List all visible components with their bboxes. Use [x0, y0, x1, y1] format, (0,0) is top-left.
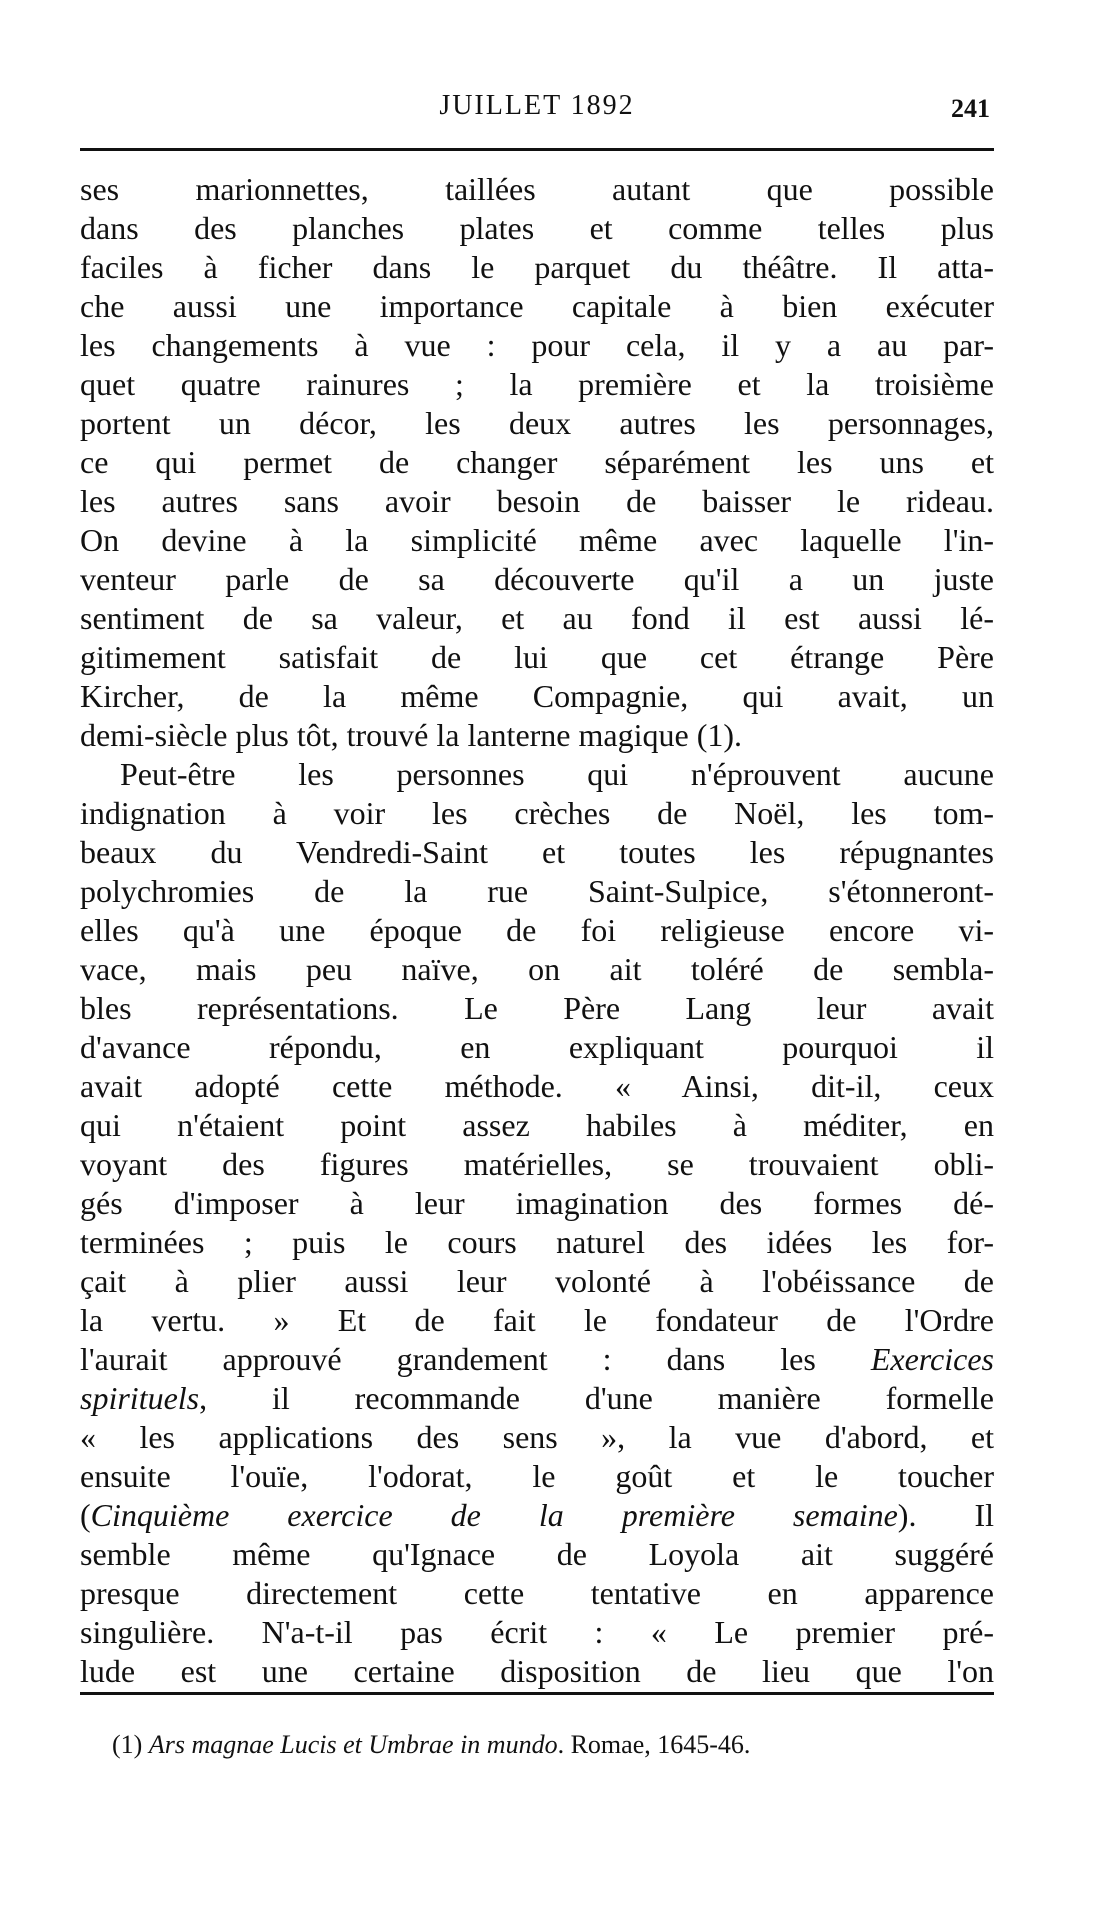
text-line: la vertu. » Et de fait le fondateur de l'Ordre [80, 1302, 994, 1338]
text-line: d'avance répondu, en expliquant pourquoi il [80, 1029, 994, 1065]
text-line: « les applications des sens », la vue d'abord, et [80, 1419, 994, 1455]
text-line: Kircher, de la même Compagnie, qui avait, un [80, 678, 994, 714]
text-line: lude est une certaine disposition de lieu que l'on [80, 1653, 994, 1689]
footnote-rule [80, 1692, 994, 1695]
text-line: portent un décor, les deux autres les personnages, [80, 405, 994, 441]
text-line: demi-siècle plus tôt, trouvé la lanterne magique (1). [80, 717, 742, 753]
text-line: venteur parle de sa découverte qu'il a un juste [80, 561, 994, 597]
text-line: beaux du Vendredi-Saint et toutes les répugnantes [80, 834, 994, 870]
text-line: presque directement cette tentative en apparence [80, 1575, 994, 1611]
page-number: 241 [951, 94, 990, 123]
text-line: On devine à la simplicité même avec laquelle l'in- [80, 522, 994, 558]
text-line: l'aurait approuvé grandement : dans les Exercices [80, 1341, 994, 1377]
text-line: ses marionnettes, taillées autant que possible [80, 171, 994, 207]
text-line: faciles à ficher dans le parquet du théâtre. Il atta- [80, 249, 994, 285]
text-line: ensuite l'ouïe, l'odorat, le goût et le toucher [80, 1458, 994, 1494]
running-title: JUILLET 1892 [439, 90, 635, 121]
text-line: gés d'imposer à leur imagination des formes dé- [80, 1185, 994, 1221]
running-head [80, 88, 994, 128]
text-line: bles représentations. Le Père Lang leur avait [80, 990, 994, 1026]
text-line: indignation à voir les crèches de Noël, les tom- [80, 795, 994, 831]
footnote-marker: (1) [112, 1730, 143, 1759]
body-text [80, 170, 994, 1691]
text-line: polychromies de la rue Saint-Sulpice, s'étonneront- [80, 873, 994, 909]
text-line: (Cinquième exercice de la première semaine). Il [80, 1497, 994, 1533]
text-line: les changements à vue : pour cela, il y a au par- [80, 327, 994, 363]
text-line: che aussi une importance capitale à bien exécuter [80, 288, 994, 324]
header-rule [80, 148, 994, 151]
text-line: quet quatre rainures ; la première et la troisième [80, 366, 994, 402]
text-line: voyant des figures matérielles, se trouvaient obli- [80, 1146, 994, 1182]
text-line: singulière. N'a-t-il pas écrit : « Le premier pré- [80, 1614, 994, 1650]
text-line: qui n'étaient point assez habiles à méditer, en [80, 1107, 994, 1143]
text-line: ce qui permet de changer séparément les uns et [80, 444, 994, 480]
text-line: sentiment de sa valeur, et au fond il est aussi lé- [80, 600, 994, 636]
text-line: terminées ; puis le cours naturel des idées les for- [80, 1224, 994, 1260]
text-line: gitimement satisfait de lui que cet étrange Père [80, 639, 994, 675]
text-line: dans des planches plates et comme telles plus [80, 210, 994, 246]
text-line: avait adopté cette méthode. « Ainsi, dit-il, ceux [80, 1068, 994, 1104]
text-line: elles qu'à une époque de foi religieuse encore vi- [80, 912, 994, 948]
text-line: çait à plier aussi leur volonté à l'obéissance de [80, 1263, 994, 1299]
paragraph-start-line: Peut-être les personnes qui n'éprouvent aucune [120, 756, 994, 792]
text-line: spirituels, il recommande d'une manière formelle [80, 1380, 994, 1416]
footnote-citation: . Romae, 1645-46. [557, 1730, 751, 1759]
text-line: les autres sans avoir besoin de baisser le rideau. [80, 483, 994, 519]
text-line: semble même qu'Ignace de Loyola ait suggéré [80, 1536, 994, 1572]
text-line: vace, mais peu naïve, on ait toléré de sembla- [80, 951, 994, 987]
footnote [112, 1730, 992, 1760]
footnote-title: Ars magnae Lucis et Umbrae in mundo [148, 1730, 558, 1759]
